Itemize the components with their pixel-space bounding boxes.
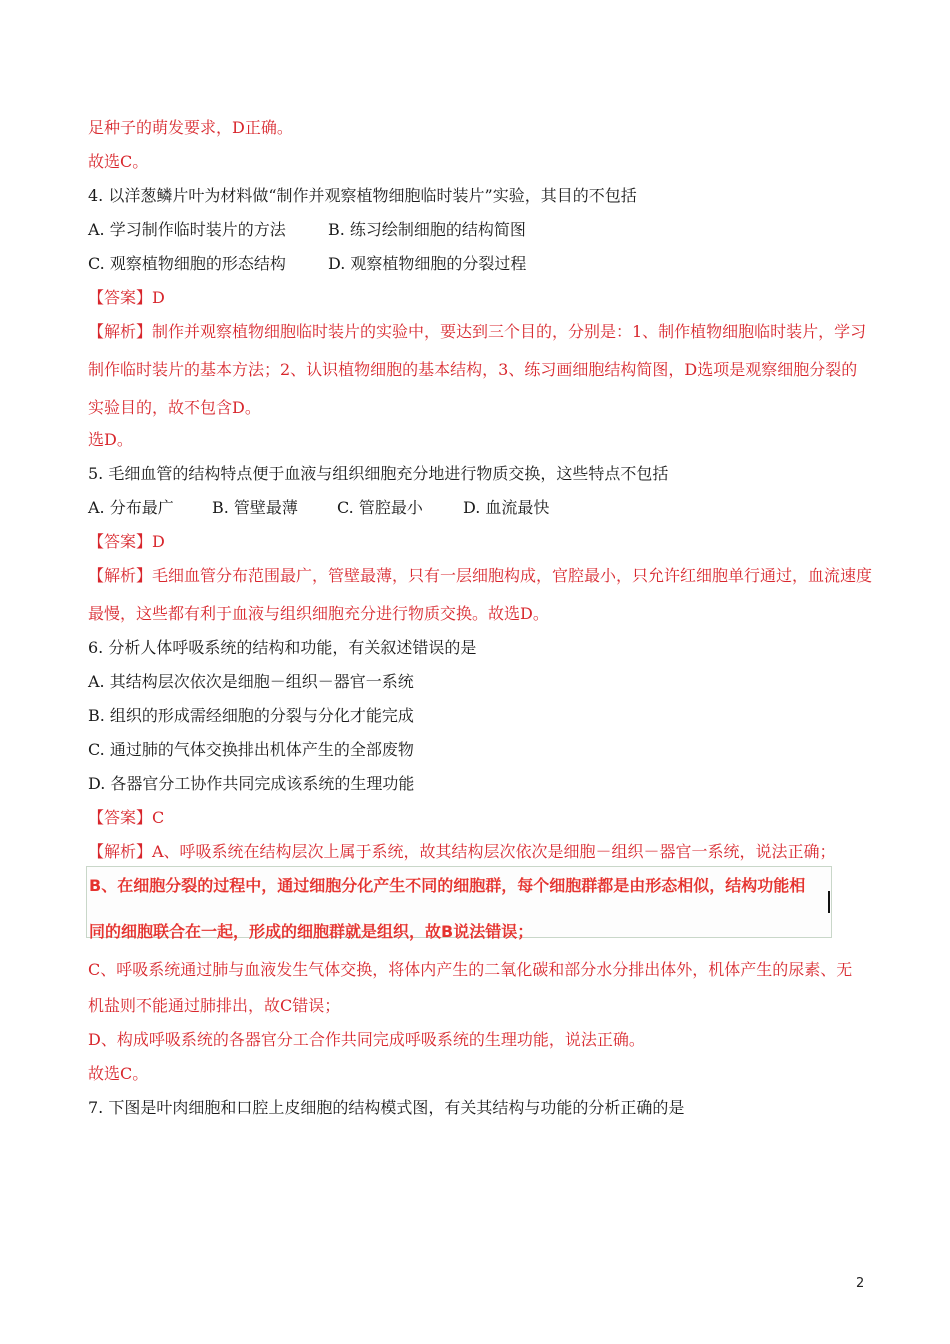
question-5-options (88, 498, 550, 518)
explanation-6-box-line-2: 同的细胞联合在一起，形成的细胞群就是组织，故B说法错误； (89, 922, 534, 941)
question-6-option-a: A. 其结构层次依次是细胞－组织－器官一系统 (88, 672, 414, 691)
question-6-option-c: C. 通过肺的气体交换排出机体产生的全部废物 (88, 740, 414, 759)
answer-4: 【答案】D (88, 288, 165, 307)
question-4-options-row-2 (88, 254, 527, 274)
answer-6: 【答案】C (88, 808, 165, 827)
explanation-6-box-line-1: B、在细胞分裂的过程中，通过细胞分化产生不同的细胞群，每个细胞群都是由形态相似，结构功能相 (89, 876, 806, 895)
explanation-6-line-4: 机盐则不能通过肺排出，故C错误； (88, 996, 341, 1015)
text-line: 足种子的萌发要求，D正确。 (88, 118, 293, 137)
option-a: A. 学习制作临时装片的方法 (88, 220, 286, 239)
explanation-4-line-1: 【解析】制作并观察植物细胞临时装片的实验中，要达到三个目的，分别是：1、制作植物细胞临时装片，学习 (88, 322, 867, 341)
question-4: 4. 以洋葱鳞片叶为材料做“制作并观察植物细胞临时装片”实验，其目的不包括 (88, 186, 637, 205)
option-c: C. 观察植物细胞的形态结构 (88, 254, 286, 273)
text-line: 故选C。 (88, 152, 149, 171)
selection-4: 选D。 (88, 430, 133, 449)
explanation-4-line-3: 实验目的，故不包含D。 (88, 398, 261, 417)
explanation-6-line-5: D、构成呼吸系统的各器官分工合作共同完成呼吸系统的生理功能，说法正确。 (88, 1030, 645, 1049)
question-6-option-b: B. 组织的形成需经细胞的分裂与分化才能完成 (88, 706, 414, 725)
question-5: 5. 毛细血管的结构特点便于血液与组织细胞充分地进行物质交换，这些特点不包括 (88, 464, 669, 483)
explanation-6-line-1: 【解析】A、呼吸系统在结构层次上属于系统，故其结构层次依次是细胞－组织－器官一系统，说法正确； (88, 842, 836, 861)
question-4-options-row-1 (88, 220, 526, 240)
option-a: A. 分布最广 (88, 498, 174, 517)
answer-5: 【答案】D (88, 532, 165, 551)
selection-6: 故选C。 (88, 1064, 149, 1083)
page-number: 2 (856, 1276, 865, 1291)
option-d: D. 观察植物细胞的分裂过程 (328, 254, 527, 273)
option-b: B. 练习绘制细胞的结构简图 (328, 220, 526, 239)
explanation-5-line-2: 最慢，这些都有利于血液与组织细胞充分进行物质交换。故选D。 (88, 604, 549, 623)
option-c: C. 管腔最小 (337, 498, 423, 517)
option-d: D. 血流最快 (463, 498, 550, 517)
option-b: B. 管壁最薄 (212, 498, 298, 517)
explanation-6-line-3: C、呼吸系统通过肺与血液发生气体交换，将体内产生的二氧化碳和部分水分排出体外，机体产生的尿素、无 (88, 960, 853, 979)
question-6-option-d: D. 各器官分工协作共同完成该系统的生理功能 (88, 774, 415, 793)
explanation-5-line-1: 【解析】毛细血管分布范围最广，管壁最薄，只有一层细胞构成，官腔最小，只允许红细胞单行通过，血流速度 (88, 566, 873, 585)
pasted-text-box (86, 866, 832, 941)
question-7: 7. 下图是叶肉细胞和口腔上皮细胞的结构模式图，有关其结构与功能的分析正确的是 (88, 1098, 685, 1117)
text-cursor (828, 891, 830, 913)
explanation-4-line-2: 制作临时装片的基本方法；2、认识植物细胞的基本结构，3、练习画细胞结构简图，D选项是观察细胞分裂的 (88, 360, 858, 379)
question-6: 6. 分析人体呼吸系统的结构和功能，有关叙述错误的是 (88, 638, 477, 657)
